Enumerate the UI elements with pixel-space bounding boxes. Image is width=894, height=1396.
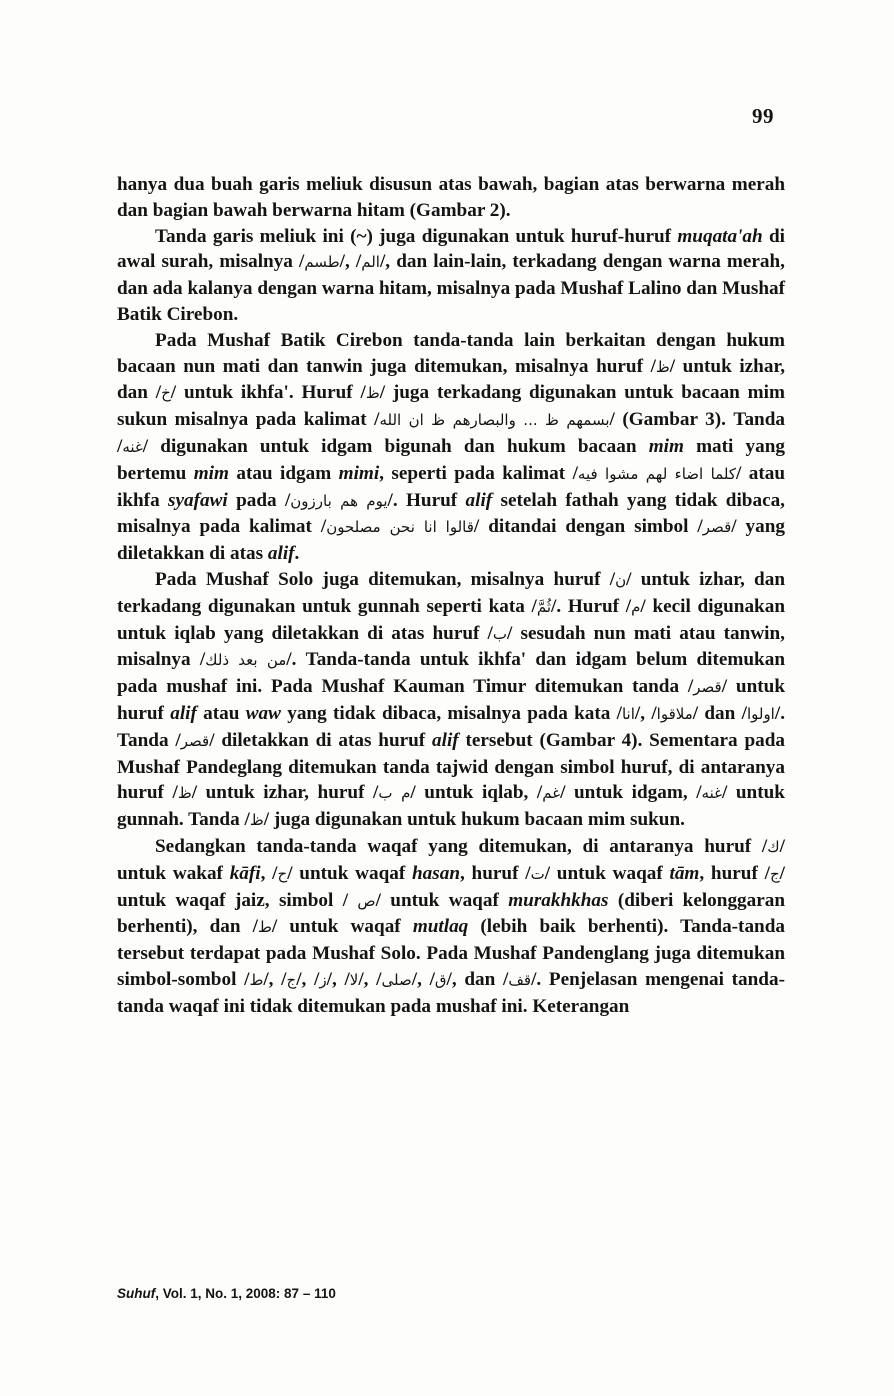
arabic-glyph: ملاقوا <box>656 704 693 723</box>
arabic-phrase: من بعد ذلك <box>205 651 287 670</box>
journal-details: , Vol. 1, No. 1, 2008: 87 – 110 <box>155 1286 336 1301</box>
arabic-glyph: غنه <box>122 437 143 456</box>
arabic-glyph: ظ <box>249 811 264 830</box>
arabic-glyph: ن <box>615 570 627 589</box>
arabic-glyph: ق <box>434 970 447 989</box>
arabic-glyph: ز <box>319 970 327 989</box>
arabic-glyph: غنه <box>701 784 722 803</box>
journal-name: Suhuf <box>117 1286 156 1301</box>
journal-footer <box>117 1286 336 1301</box>
paragraph-4: Pada Mushaf Solo juga ditemukan, misalnya huruf /ن/ untuk izhar, dan terkadang digunakan untuk gunnah seperti kata /ثُمَّ/. Huruf /م/ kecil digunakan untuk iqlab yang diletakkan di atas huruf /ب/ sesudah nun mati atau tanwin, misalnya /من بعد ذلك/. Tanda-tanda untuk ikhfa' dan idgam belum ditemukan pada mushaf ini. Pada Mushaf Kauman Timur ditemukan tanda /قصر/ untuk huruf alif atau waw yang tidak dibaca, misalnya pada kata /انا/, /ملاقوا/ dan /اولوا/. Tanda /قصر/ diletakkan di atas huruf alif tersebut (Gambar 4). Sementara pada Mushaf Pandeglang ditemukan tanda tajwid dengan simbol huruf, di antaranya huruf /ظ/ untuk izhar, huruf /م ب/ untuk iqlab, /غم/ untuk idgam, /غنه/ untuk gunnah. Tanda /ظ/ juga digunakan untuk hukum bacaan mim sukun. <box>117 568 785 831</box>
arabic-glyph: لا <box>349 970 359 989</box>
arabic-phrase: قالوا انا نحن مصلحون <box>326 518 474 537</box>
paragraph-1: hanya dua buah garis meliuk disusun atas bawah, bagian atas berwarna merah dan bagian bawah berwarna hitam (Gambar 2). <box>117 174 785 221</box>
arabic-glyph: خ <box>161 384 171 403</box>
arabic-glyph: صلى <box>381 970 412 989</box>
arabic-glyph: قف <box>508 970 532 989</box>
paragraph-3: Pada Mushaf Batik Cirebon tanda-tanda lain berkaitan dengan hukum bacaan nun mati dan tanwin juga ditemukan, misalnya huruf /ظ/ untuk izhar, dan /خ/ untuk ikhfa'. Huruf /ظ/ juga terkadang digunakan untuk bacaan mim sukun misalnya pada kalimat /بسمهم ظ ... والبصارهم ظ ان الله/ (Gambar 3). Tanda /غنه/ digunakan untuk idgam bigunah dan hukum bacaan mim mati yang bertemu mim atau idgam mimi, seperti pada kalimat /كلما اضاء لهم مشوا فيه/ atau ikhfa syafawi pada /يوم هم بارزون/. Huruf alif setelah fathah yang tidak dibaca, misalnya pada kalimat /قالوا انا نحن مصلحون/ ditandai dengan simbol /قصر/ yang diletakkan di atas alif. <box>117 329 786 565</box>
arabic-glyph: ظ <box>365 384 380 403</box>
paragraph-5: Sedangkan tanda-tanda waqaf yang ditemukan, di antaranya huruf /ك/ untuk wakaf kāfi, /ح/ untuk waqaf hasan, huruf /ت/ untuk waqaf tām, huruf /ج/ untuk waqaf jaiz, simbol / ص/ untuk waqaf murakhkhas (diberi kelonggaran berhenti), dan /ط/ untuk waqaf mutlaq (lebih baik berhenti). Tanda-tanda tersebut terdapat pada Mushaf Solo. Pada Mushaf Pandenglang juga ditemukan simbol-sombol /ط/, /ج/, /ز/, /لا/, /صلى/, /ق/, dan /قف/. Penjelasan mengenai tanda-tanda waqaf ini tidak ditemukan pada mushaf ini. Keterangan <box>117 835 786 1017</box>
arabic-glyph: ثُمَّ <box>536 597 552 616</box>
body-text <box>117 172 785 1020</box>
page-number: 99 <box>752 104 774 128</box>
arabic-glyph: ظ <box>177 784 192 803</box>
arabic-glyph: ك <box>767 837 780 856</box>
arabic-glyph: ح <box>277 864 288 883</box>
arabic-glyph: اولوا <box>746 704 775 723</box>
arabic-glyph: ط <box>258 918 272 937</box>
arabic-glyph: ط <box>249 970 264 989</box>
arabic-glyph: قصر <box>702 518 732 537</box>
arabic-glyph: م ب <box>378 784 411 803</box>
paragraph-2: Tanda garis meliuk ini (~) juga digunakan untuk huruf-huruf muqata'ah di awal surah, misalnya /طسم/, /الم/, dan lain-lain, terkadang dengan warna merah, dan ada kalanya dengan warna hitam, misalnya pada Mushaf Lalino dan Mushaf Batik Cirebon. <box>117 225 785 325</box>
arabic-glyph: ظ <box>655 357 670 376</box>
arabic-glyph: قصر <box>693 678 722 697</box>
arabic-phrase: يوم هم بارزون <box>290 491 388 510</box>
arabic-glyph: ص <box>357 891 376 910</box>
arabic-phrase: كلما اضاء لهم مشوا فيه <box>577 464 736 483</box>
arabic-glyph: ج <box>286 970 297 989</box>
arabic-glyph: قصر <box>180 731 210 750</box>
arabic-glyph: الم <box>361 253 380 272</box>
arabic-glyph: م <box>631 597 641 616</box>
arabic-glyph: طسم <box>304 253 340 272</box>
arabic-glyph: انا <box>621 704 635 723</box>
arabic-glyph: ج <box>769 864 780 883</box>
arabic-glyph: غم <box>542 784 561 803</box>
arabic-phrase: بسمهم ظ ... والبصارهم ظ ان الله <box>379 411 610 430</box>
arabic-glyph: ب <box>492 624 507 643</box>
arabic-glyph: ت <box>530 864 545 883</box>
